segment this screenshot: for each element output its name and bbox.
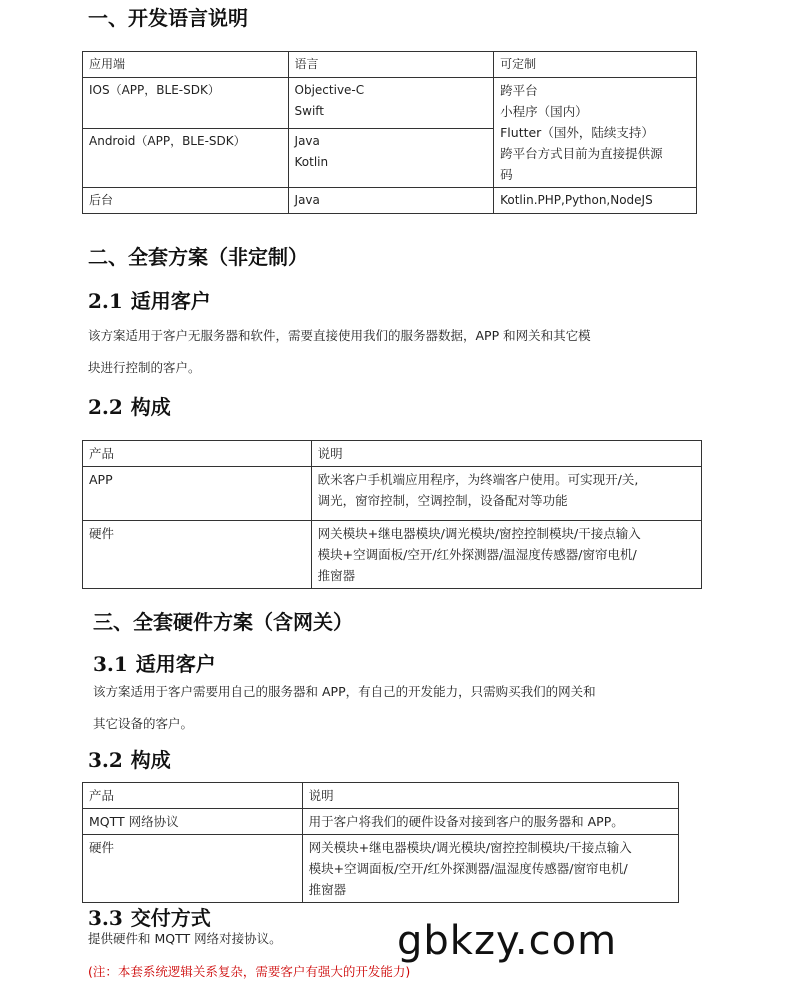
- table-header-row: [83, 52, 697, 78]
- cell-text: Flutter（国外，陆续支持）: [500, 125, 654, 140]
- table-row: [83, 78, 697, 129]
- product-cell: 硬件: [83, 521, 312, 589]
- table-row: [83, 809, 679, 835]
- table-row: [83, 521, 702, 589]
- paragraph-line: 该方案适用于客户需要用自己的服务器和 APP，有自己的开发能力，只需购买我们的网关和: [93, 684, 596, 699]
- header-customizable: 可定制: [494, 52, 697, 78]
- cell-text: 欧米客户手机端应用程序，为终端客户使用。可实现开/关,: [317, 472, 639, 487]
- languages-backend: Java: [288, 188, 494, 214]
- header-description: 说明: [311, 441, 701, 467]
- subsection-2-1-title: [88, 285, 211, 314]
- cell-text: 网关模块+继电器模块/调光模块/窗控控制模块/干接点输入: [317, 526, 641, 541]
- header-product: 产品: [83, 441, 312, 467]
- languages-android: [288, 128, 494, 187]
- section-3-title: 三、全套硬件方案（含网关）: [93, 610, 353, 634]
- cell-text: 小程序（国内）: [500, 104, 588, 119]
- subsection-3-1-title: [93, 648, 216, 677]
- section-2-title: 二、全套方案（非定制）: [88, 245, 308, 269]
- subsection-label: 构成: [130, 748, 171, 772]
- table-row: [83, 188, 697, 214]
- subsection-label: 适用客户: [135, 652, 216, 676]
- warning-note: (注：本套系统逻辑关系复杂，需要客户有强大的开发能力): [88, 964, 411, 979]
- watermark: gbkzy.com: [397, 918, 618, 964]
- languages-ios: [288, 78, 494, 129]
- cell-text: 码: [500, 167, 513, 182]
- product-cell: 硬件: [83, 835, 303, 903]
- platform-ios: [83, 78, 289, 129]
- subsection-number: 3.3: [88, 906, 123, 930]
- composition-table: [82, 440, 702, 589]
- cell-text: Objective-C: [294, 83, 365, 97]
- cell-text: Android（APP，BLE-SDK）: [89, 133, 246, 148]
- section-1-title: 一、开发语言说明: [88, 6, 248, 30]
- cell-text: IOS（APP，BLE-SDK）: [89, 83, 220, 97]
- table-header-row: [83, 783, 679, 809]
- header-description: 说明: [302, 783, 678, 809]
- table-row: [83, 835, 679, 903]
- subsection-label: 交付方式: [130, 906, 211, 930]
- subsection-label: 构成: [130, 395, 171, 419]
- description-cell: [311, 467, 701, 521]
- description-cell: 用于客户将我们的硬件设备对接到客户的服务器和 APP。: [302, 809, 678, 835]
- subsection-number: 3.1: [93, 652, 128, 676]
- subsection-number: 3.2: [88, 748, 123, 772]
- table-header-row: [83, 441, 702, 467]
- hardware-composition-table: [82, 782, 679, 903]
- subsection-label: 适用客户: [130, 289, 211, 313]
- description-cell: [311, 521, 701, 589]
- cell-text: Swift: [294, 104, 325, 118]
- product-cell: APP: [83, 467, 312, 521]
- cell-text: 网关模块+继电器模块/调光模块/窗控控制模块/干接点输入: [308, 840, 632, 855]
- cell-text: Kotlin: [294, 154, 329, 169]
- description-cell: [302, 835, 678, 903]
- subsection-2-2-title: [88, 391, 171, 420]
- paragraph-line: 提供硬件和 MQTT 网络对接协议。: [88, 931, 282, 946]
- paragraph-line: 其它设备的客户。: [93, 716, 194, 731]
- subsection-3-2-title: [88, 744, 171, 773]
- cell-text: 跨平台方式目前为直接提供源: [500, 146, 663, 161]
- customizable-backend: Kotlin.PHP,Python,NodeJS: [494, 188, 697, 214]
- header-language: 语言: [288, 52, 494, 78]
- subsection-number: 2.2: [88, 395, 123, 419]
- cell-text: 跨平台: [500, 83, 538, 98]
- cell-text: Java: [294, 133, 320, 148]
- customizable-cell: [494, 78, 697, 188]
- cell-text: 推窗器: [308, 882, 347, 897]
- table-row: [83, 467, 702, 521]
- language-table: [82, 51, 697, 214]
- subsection-3-3-title: [88, 902, 211, 931]
- subsection-number: 2.1: [88, 289, 123, 313]
- cell-text: 模块+空调面板/空开/红外探测器/温湿度传感器/窗帘电机/: [308, 861, 628, 876]
- paragraph-line: 块进行控制的客户。: [88, 360, 201, 375]
- header-product: 产品: [83, 783, 303, 809]
- header-platform: 应用端: [83, 52, 289, 78]
- platform-android: [83, 128, 289, 187]
- cell-text: 模块+空调面板/空开/红外探测器/温湿度传感器/窗帘电机/: [317, 547, 637, 562]
- platform-backend: 后台: [83, 188, 289, 214]
- product-cell: MQTT 网络协议: [83, 809, 303, 835]
- cell-text: 推窗器: [317, 568, 356, 583]
- cell-text: 调光，窗帘控制，空调控制，设备配对等功能: [317, 493, 568, 508]
- paragraph-line: 该方案适用于客户无服务器和软件，需要直接使用我们的服务器数据，APP 和网关和其它模: [88, 328, 591, 343]
